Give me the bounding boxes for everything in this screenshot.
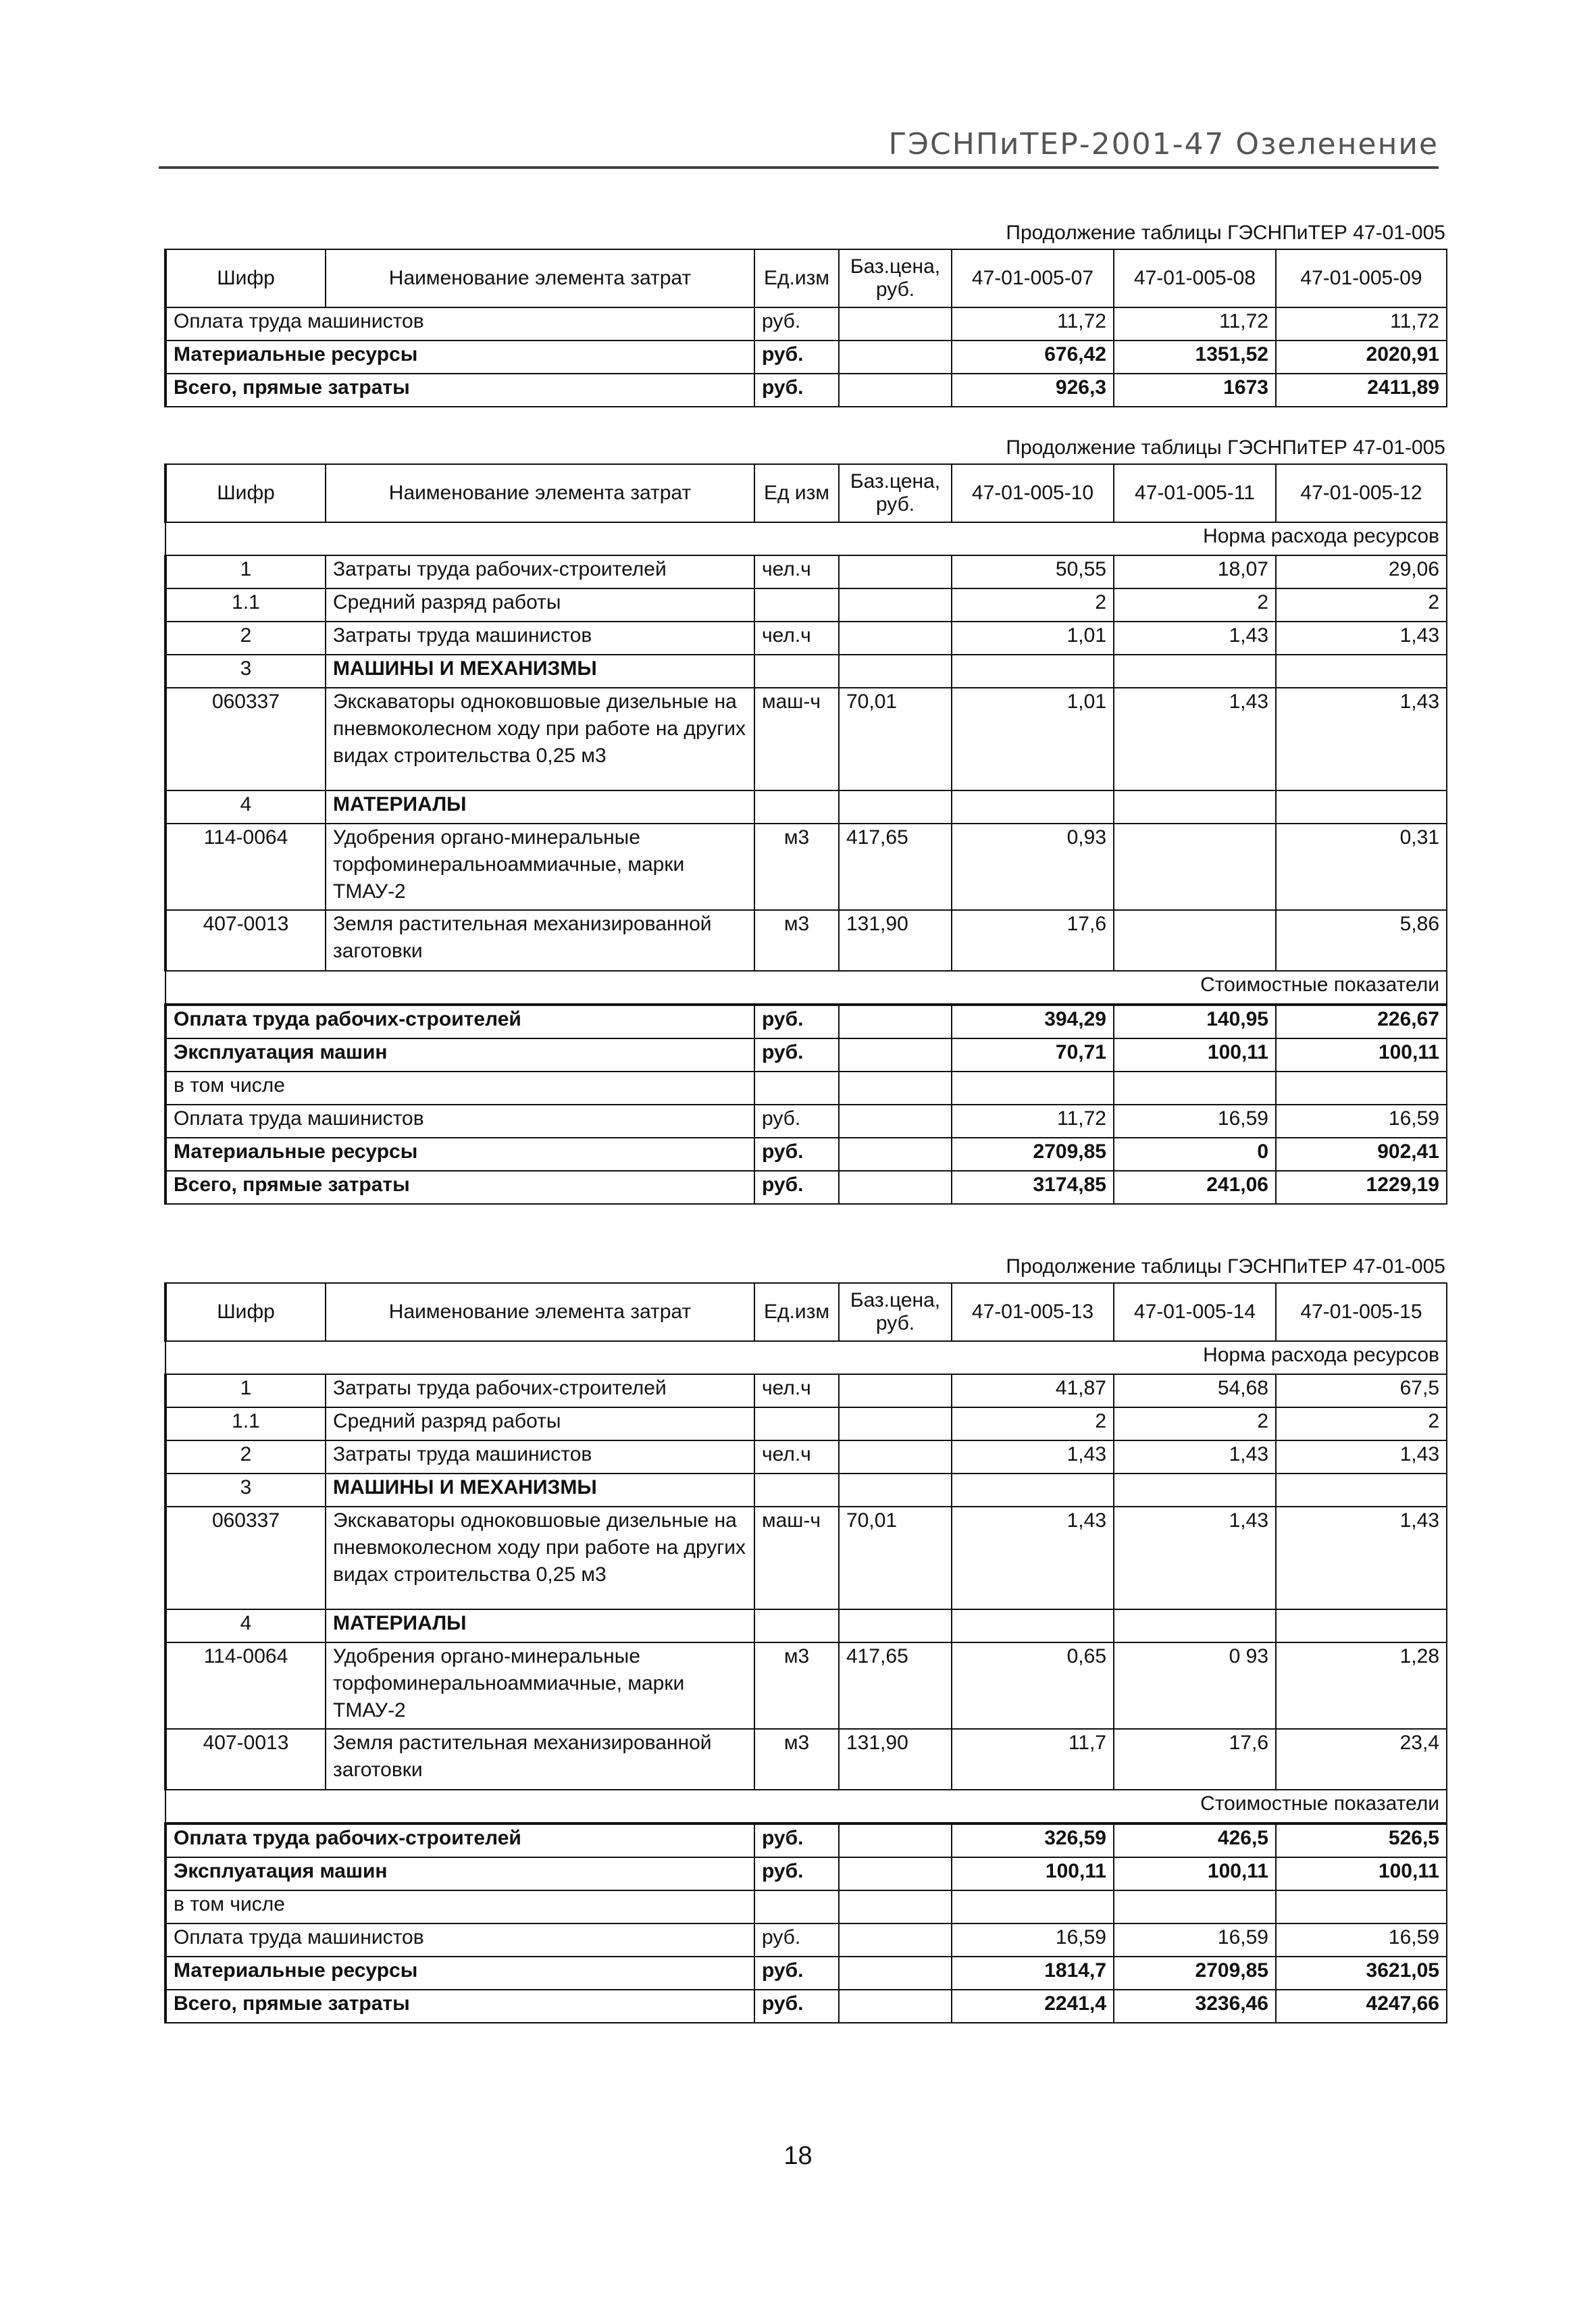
row-value: 0,65 [952,1642,1114,1729]
row-unit: маш-ч [754,1507,839,1609]
column-header-code-2: 47-01-005-14 [1114,1283,1276,1341]
row-value: 1,43 [952,1440,1114,1474]
row-code: 4 [165,1609,326,1642]
row-value: 0,93 [952,824,1114,910]
section-title: МАТЕРИАЛЫ [326,1609,754,1642]
row-unit [754,1474,839,1507]
section-banner-norm [165,522,1447,555]
row-name: Затраты труда машинистов [326,622,754,655]
row-value [1276,1890,1447,1923]
row-code: 3 [165,655,326,688]
row-value: 1351,52 [1114,341,1276,374]
page-number: 18 [783,2142,813,2170]
section-banner-cost [165,1790,1447,1823]
column-header-code-3: 47-01-005-12 [1276,464,1447,522]
row-unit [754,588,839,622]
table-caption: Продолжение таблицы ГЭСНПиТЕР 47-01-005 [1006,436,1445,459]
table-row [165,1990,1447,2023]
row-price [839,1990,952,2023]
table-row [165,824,1447,910]
column-header-code-3: 47-01-005-09 [1276,249,1447,307]
row-value [952,1474,1114,1507]
table-row [165,1507,1447,1609]
row-price [839,1038,952,1072]
column-header-code-1: 47-01-005-07 [952,249,1114,307]
row-value: 0 93 [1114,1642,1276,1729]
row-value: 100,11 [1276,1038,1447,1072]
cost-banner: Стоимостные показатели [165,1790,1447,1823]
table-row [165,1642,1447,1729]
row-value: 11,72 [952,307,1114,341]
row-value: 100,11 [1114,1038,1276,1072]
row-label: в том числе [165,1072,754,1105]
row-unit: руб. [754,374,839,407]
row-unit: м3 [754,824,839,910]
table-row [165,688,1447,790]
resource-table-3 [164,1282,1447,2023]
row-unit: руб. [754,1823,839,1857]
row-price [839,341,952,374]
row-code: 4 [165,790,326,824]
row-value: 3236,46 [1114,1990,1276,2023]
row-value: 1,43 [1114,622,1276,655]
column-header-code: Шифр [165,249,326,307]
row-price [839,1138,952,1171]
table-row [165,341,1447,374]
row-value [1114,1474,1276,1507]
row-value: 1814,7 [952,1957,1114,1990]
document-header [159,122,1439,169]
row-price [839,1890,952,1923]
row-name: Затраты труда машинистов [326,1440,754,1474]
row-value: 1,43 [1276,1440,1447,1474]
table-row [165,1138,1447,1171]
row-label: Оплата труда машинистов [165,1105,754,1138]
row-value: 2 [1276,1407,1447,1440]
table-header-row [165,249,1447,307]
column-header-price: Баз.цена, руб. [839,249,952,307]
row-name: Затраты труда рабочих-строителей [326,1374,754,1407]
row-value: 5,86 [1276,910,1447,971]
table-row [165,1957,1447,1990]
row-label: Эксплуатация машин [165,1857,754,1890]
row-unit: м3 [754,1642,839,1729]
row-price [839,1857,952,1890]
row-unit: руб. [754,1138,839,1171]
row-price [839,1609,952,1642]
row-value [1114,790,1276,824]
row-unit: чел.ч [754,1374,839,1407]
row-unit [754,1407,839,1440]
table-row [165,1072,1447,1105]
table-row [165,1038,1447,1072]
row-unit: руб. [754,1857,839,1890]
row-unit: руб. [754,1171,839,1204]
row-name: Средний разряд работы [326,588,754,622]
table-block-1 [164,218,1445,407]
column-header-price: Баз.цена, руб. [839,464,952,522]
row-price [839,1072,952,1105]
row-price [839,588,952,622]
row-unit: руб. [754,1990,839,2023]
row-price [839,1171,952,1204]
row-unit: чел.ч [754,555,839,588]
row-value: 2709,85 [1114,1957,1276,1990]
row-value: 2 [952,1407,1114,1440]
table-header-row [165,1283,1447,1341]
section-banner-norm [165,1341,1447,1374]
row-code: 060337 [165,1507,326,1609]
row-code: 2 [165,622,326,655]
row-value: 1,01 [952,622,1114,655]
row-value: 2 [1114,1407,1276,1440]
table-row [165,1890,1447,1923]
row-value: 1229,19 [1276,1171,1447,1204]
row-value: 41,87 [952,1374,1114,1407]
table-row [165,1005,1447,1038]
table-block-2 [164,432,1445,1205]
table-row [165,1474,1447,1507]
row-value: 1,43 [1114,1507,1276,1609]
row-price: 131,90 [839,910,952,971]
column-header-unit: Ед.изм [754,1283,839,1341]
row-price [839,622,952,655]
row-value: 16,59 [1276,1923,1447,1957]
table-header-row [165,464,1447,522]
row-name: Экскаваторы одноковшовые дизельные на пневмоколесном ходу при работе на других видах строительства 0,25 м3 [326,688,754,790]
row-price: 417,65 [839,1642,952,1729]
row-value [1276,1474,1447,1507]
row-unit [754,655,839,688]
row-value: 2709,85 [952,1138,1114,1171]
table-row [165,910,1447,971]
row-value: 226,67 [1276,1005,1447,1038]
table-row [165,374,1447,407]
table-caption: Продолжение таблицы ГЭСНПиТЕР 47-01-005 [1006,1255,1445,1278]
row-code: 1.1 [165,588,326,622]
table-row [165,1171,1447,1204]
row-value: 902,41 [1276,1138,1447,1171]
table-row [165,1374,1447,1407]
row-value: 67,5 [1276,1374,1447,1407]
document-title: ГЭСНПиТЕР-2001-47 Озеленение [888,127,1439,161]
row-value: 326,59 [952,1823,1114,1857]
row-value: 1,43 [1114,1440,1276,1474]
row-value: 241,06 [1114,1171,1276,1204]
column-header-unit: Ед изм [754,464,839,522]
row-value: 18,07 [1114,555,1276,588]
row-value: 1673 [1114,374,1276,407]
row-name: Затраты труда рабочих-строителей [326,555,754,588]
row-value: 676,42 [952,341,1114,374]
row-label: Всего, прямые затраты [165,1990,754,2023]
row-value: 16,59 [1276,1105,1447,1138]
row-value: 29,06 [1276,555,1447,588]
table-caption: Продолжение таблицы ГЭСНПиТЕР 47-01-005 [1006,222,1445,244]
header-rule [159,166,1439,169]
row-label: Оплата труда машинистов [165,307,754,341]
row-unit: руб. [754,1923,839,1957]
row-price: 70,01 [839,1507,952,1609]
row-value: 17,6 [952,910,1114,971]
column-header-name: Наименование элемента затрат [326,1283,754,1341]
row-price [839,1923,952,1957]
row-label: Всего, прямые затраты [165,1171,754,1204]
row-code: 3 [165,1474,326,1507]
row-price [839,307,952,341]
row-name: Удобрения органо-минеральные торфоминеральноаммиачные, марки ТМАУ-2 [326,824,754,910]
row-name: Удобрения органо-минеральные торфоминеральноаммиачные, марки ТМАУ-2 [326,1642,754,1729]
row-value: 0,31 [1276,824,1447,910]
row-value: 16,59 [952,1923,1114,1957]
row-value [1276,790,1447,824]
row-price: 417,65 [839,824,952,910]
row-unit: руб. [754,307,839,341]
row-unit: руб. [754,1105,839,1138]
row-value: 11,72 [1114,307,1276,341]
row-code: 1 [165,1374,326,1407]
row-value: 16,59 [1114,1105,1276,1138]
row-value: 926,3 [952,374,1114,407]
row-value: 526,5 [1276,1823,1447,1857]
column-header-code-2: 47-01-005-11 [1114,464,1276,522]
row-value [1114,1072,1276,1105]
row-name: Средний разряд работы [326,1407,754,1440]
row-value: 100,11 [952,1857,1114,1890]
section-banner-cost [165,971,1447,1005]
norm-banner: Норма расхода ресурсов [165,1341,1447,1374]
row-label: Оплата труда машинистов [165,1923,754,1957]
column-header-price: Баз.цена, руб. [839,1283,952,1341]
row-value: 2241,4 [952,1990,1114,2023]
row-unit: м3 [754,1729,839,1790]
row-value: 4247,66 [1276,1990,1447,2023]
row-code: 2 [165,1440,326,1474]
column-header-code-2: 47-01-005-08 [1114,249,1276,307]
row-value: 2 [1276,588,1447,622]
row-value: 1,43 [1276,1507,1447,1609]
row-unit: м3 [754,910,839,971]
table-row [165,790,1447,824]
column-header-code-3: 47-01-005-15 [1276,1283,1447,1341]
row-value: 3174,85 [952,1171,1114,1204]
row-price [839,1440,952,1474]
row-value: 23,4 [1276,1729,1447,1790]
row-value: 1,43 [1114,688,1276,790]
row-label: Оплата труда рабочих-строителей [165,1005,754,1038]
table-row [165,1440,1447,1474]
row-value [1114,824,1276,910]
row-value: 2411,89 [1276,374,1447,407]
table-row [165,588,1447,622]
row-code: 114-0064 [165,1642,326,1729]
row-label: Эксплуатация машин [165,1038,754,1072]
row-value: 11,72 [952,1105,1114,1138]
row-label: Материальные ресурсы [165,1957,754,1990]
row-label: Материальные ресурсы [165,1138,754,1171]
table-row [165,1823,1447,1857]
row-price: 70,01 [839,688,952,790]
row-unit [754,1609,839,1642]
row-value: 394,29 [952,1005,1114,1038]
row-value: 17,6 [1114,1729,1276,1790]
row-value [1114,1609,1276,1642]
row-code: 060337 [165,688,326,790]
row-value: 1,43 [1276,688,1447,790]
column-header-unit: Ед.изм [754,249,839,307]
row-unit: руб. [754,1005,839,1038]
row-unit: маш-ч [754,688,839,790]
row-price [839,1407,952,1440]
section-title: МАТЕРИАЛЫ [326,790,754,824]
table-row [165,1923,1447,1957]
row-value: 11,72 [1276,307,1447,341]
row-value: 50,55 [952,555,1114,588]
column-header-code: Шифр [165,464,326,522]
column-header-code-1: 47-01-005-13 [952,1283,1114,1341]
table-row [165,622,1447,655]
row-label: Оплата труда рабочих-строителей [165,1823,754,1857]
row-price [839,555,952,588]
row-value: 2 [952,588,1114,622]
table-row [165,1407,1447,1440]
row-price: 131,90 [839,1729,952,1790]
row-value [952,1890,1114,1923]
row-code: 407-0013 [165,910,326,971]
row-unit [754,1890,839,1923]
row-code: 114-0064 [165,824,326,910]
row-price [839,655,952,688]
resource-table-1 [164,249,1447,407]
column-header-code-1: 47-01-005-10 [952,464,1114,522]
row-value: 426,5 [1114,1823,1276,1857]
row-value [1114,910,1276,971]
row-unit: руб. [754,341,839,374]
row-value [1276,1072,1447,1105]
row-name: Земля растительная механизированной заготовки [326,910,754,971]
row-value [1276,655,1447,688]
row-price [839,790,952,824]
row-name: Земля растительная механизированной заготовки [326,1729,754,1790]
row-label: в том числе [165,1890,754,1923]
row-value: 3621,05 [1276,1957,1447,1990]
row-unit: чел.ч [754,1440,839,1474]
column-header-code: Шифр [165,1283,326,1341]
row-value: 1,01 [952,688,1114,790]
norm-banner: Норма расхода ресурсов [165,522,1447,555]
row-label: Всего, прямые затраты [165,374,754,407]
row-price [839,1105,952,1138]
row-price [839,1823,952,1857]
row-price [839,1005,952,1038]
row-value [1114,1890,1276,1923]
table-block-3 [164,1251,1445,2023]
row-value: 1,43 [952,1507,1114,1609]
row-value: 100,11 [1114,1857,1276,1890]
row-value: 0 [1114,1138,1276,1171]
row-unit: руб. [754,1038,839,1072]
table-row [165,655,1447,688]
table-row [165,1857,1447,1890]
row-label: Материальные ресурсы [165,341,754,374]
row-value [1114,655,1276,688]
row-name: Экскаваторы одноковшовые дизельные на пневмоколесном ходу при работе на других видах строительства 0,25 м3 [326,1507,754,1609]
row-value [952,1609,1114,1642]
table-row [165,1729,1447,1790]
row-value [1276,1609,1447,1642]
row-price [839,374,952,407]
row-value [952,1072,1114,1105]
section-title: МАШИНЫ И МЕХАНИЗМЫ [326,1474,754,1507]
row-value: 1,28 [1276,1642,1447,1729]
row-value [952,790,1114,824]
table-row [165,307,1447,341]
row-value: 140,95 [1114,1005,1276,1038]
row-value: 70,71 [952,1038,1114,1072]
row-code: 1.1 [165,1407,326,1440]
row-code: 407-0013 [165,1729,326,1790]
column-header-name: Наименование элемента затрат [326,464,754,522]
row-unit: руб. [754,1957,839,1990]
row-code: 1 [165,555,326,588]
table-row [165,1609,1447,1642]
row-value: 2 [1114,588,1276,622]
row-value: 100,11 [1276,1857,1447,1890]
row-value: 11,7 [952,1729,1114,1790]
table-row [165,555,1447,588]
row-price [839,1474,952,1507]
row-value [952,655,1114,688]
row-value: 16,59 [1114,1923,1276,1957]
resource-table-2 [164,463,1447,1205]
row-price [839,1957,952,1990]
section-title: МАШИНЫ И МЕХАНИЗМЫ [326,655,754,688]
column-header-name: Наименование элемента затрат [326,249,754,307]
row-value: 2020,91 [1276,341,1447,374]
table-row [165,1105,1447,1138]
row-unit: чел.ч [754,622,839,655]
row-value: 54,68 [1114,1374,1276,1407]
row-unit [754,1072,839,1105]
row-unit [754,790,839,824]
row-price [839,1374,952,1407]
cost-banner: Стоимостные показатели [165,971,1447,1005]
row-value: 1,43 [1276,622,1447,655]
